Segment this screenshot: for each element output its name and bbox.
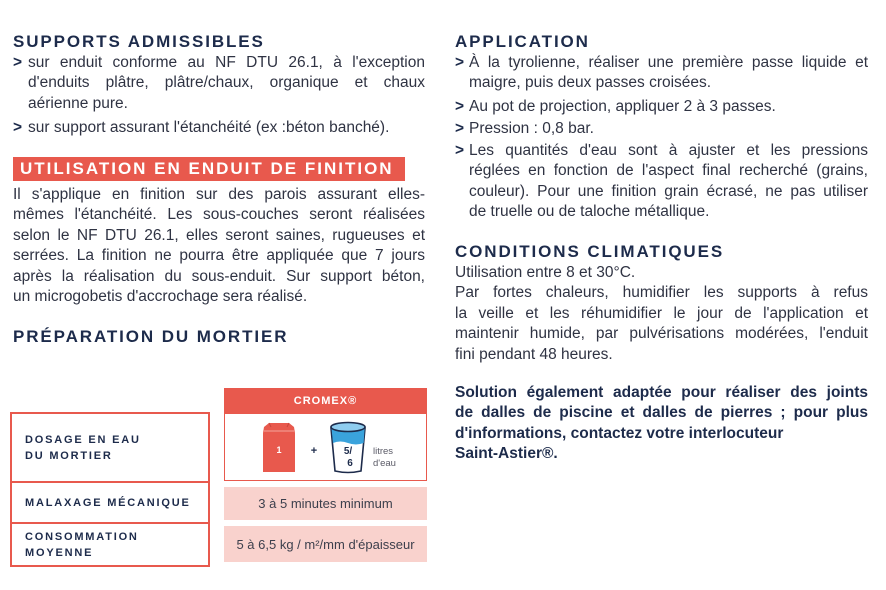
text-line: sur support assurant l'étanchéité (ex :béton banché).: [28, 119, 390, 136]
value-text: 5 à 6,5 kg / m²/mm d'épaisseur: [236, 536, 415, 552]
text-line: sur enduit conforme au NF DTU 26.1, à l'exception: [28, 54, 425, 71]
text-line: fini pendant 48 heures.: [455, 345, 613, 363]
conditions-heading: CONDITIONS CLIMATIQUES: [455, 242, 725, 261]
water-fraction-bottom: 6: [347, 458, 353, 469]
application-item-3: [455, 119, 868, 139]
bag-label: 1: [276, 445, 282, 455]
bag-icon: [263, 423, 295, 472]
text-line: maigre, puis deux passes croisées.: [469, 74, 712, 92]
text-line: Il s'applique en finition sur des parois assurant elles-: [13, 186, 425, 203]
plus-sign: +: [310, 445, 318, 457]
malaxage-value: [224, 487, 427, 520]
text-line: Solution également adaptée pour réaliser des joints: [455, 384, 868, 401]
text-line: après la réalisation du sous-enduit. Sur support béton,: [13, 267, 425, 285]
unit-line: litres: [373, 446, 394, 457]
text-line: de dalles de piscine et dalles de pierres ; pour plus: [455, 404, 868, 422]
bullet-marker: >: [455, 54, 465, 71]
value-text: 3 à 5 minutes minimum: [258, 496, 393, 511]
supports-item-1: [13, 53, 425, 114]
text-line: d'informations, contactez votre interlocuteur: [455, 424, 784, 442]
row-label-consommation: [10, 522, 210, 567]
label-line: DOSAGE EN EAU: [25, 433, 141, 446]
text-line: Les quantités d'eau sont à ajuster et les pressions: [469, 142, 868, 159]
application-item-1: [455, 53, 868, 94]
text-line: selon le NF DTU 26.1, elles seront saines, rugueuses et: [13, 226, 425, 244]
conditions-paragraph: [455, 263, 868, 365]
label-line: DU MORTIER: [25, 449, 113, 462]
bullet-marker: >: [455, 142, 465, 159]
text-line: la veille et les réhumidifier le jour de l'application et: [455, 304, 868, 322]
text-line: À la tyrolienne, réaliser une première passe liquide et: [469, 54, 868, 71]
text-line: aérienne pure.: [28, 94, 128, 112]
text-line: réglées en fonction de l'aspect final recherché (grains,: [469, 162, 868, 180]
dosage-illustration: [224, 413, 427, 481]
contact-note: [455, 383, 868, 465]
application-item-2: [455, 97, 868, 117]
application-item-4: [455, 141, 868, 223]
text-line: maintenir humide, par pulvérisations modérées, l'enduit: [455, 325, 868, 343]
bullet-marker: >: [13, 54, 23, 71]
application-heading: APPLICATION: [455, 32, 590, 51]
text-line: couleur). Pour une finition grain écrasé, ne pas utiliser: [469, 182, 868, 200]
finition-heading: UTILISATION EN ENDUIT DE FINITION: [20, 159, 394, 178]
row-label-dosage: [10, 412, 210, 483]
text-line: d'enduits plâtre, plâtre/chaux, organique et chaux: [28, 74, 425, 92]
temperature-line: Utilisation entre 8 et 30°C.: [455, 264, 636, 281]
text-line: Par fortes chaleurs, humidifier les supports à refus: [455, 284, 868, 302]
text-line: Saint-Astier®.: [455, 445, 558, 463]
finition-paragraph: [13, 185, 425, 307]
bucket-rim: [331, 423, 365, 432]
bucket-icon: [331, 423, 365, 473]
unit-line: d'eau: [373, 458, 396, 469]
product-header: [224, 388, 427, 413]
label-line: MALAXAGE MÉCANIQUE: [25, 496, 191, 509]
supports-item-2: [13, 118, 425, 138]
supports-heading: SUPPORTS ADMISSIBLES: [13, 32, 265, 51]
label-line: MOYENNE: [25, 546, 94, 559]
water-fraction-top: 5/: [343, 446, 353, 457]
text-line: serrées. La finition ne pourra être appliquée que 7 jours: [13, 247, 425, 265]
text-line: un microgobetis d'accrochage sera réalisé.: [13, 288, 308, 306]
consommation-value: [224, 526, 427, 562]
text-line: Pression : 0,8 bar.: [469, 120, 594, 137]
bullet-marker: >: [13, 119, 23, 136]
text-line: mêmes l'étanchéité. Les sous-couches seront réalisées: [13, 206, 425, 224]
product-name: CROMEX®: [293, 394, 358, 407]
text-line: Au pot de projection, appliquer 2 à 3 passes.: [469, 98, 776, 115]
label-line: CONSOMMATION: [25, 530, 139, 543]
row-label-malaxage: [10, 481, 210, 524]
bullet-marker: >: [455, 98, 465, 115]
preparation-heading: PRÉPARATION DU MORTIER: [13, 327, 289, 346]
finition-banner: [13, 157, 405, 181]
bullet-marker: >: [455, 120, 465, 137]
text-line: de truelle ou de taloche métallique.: [469, 203, 710, 221]
